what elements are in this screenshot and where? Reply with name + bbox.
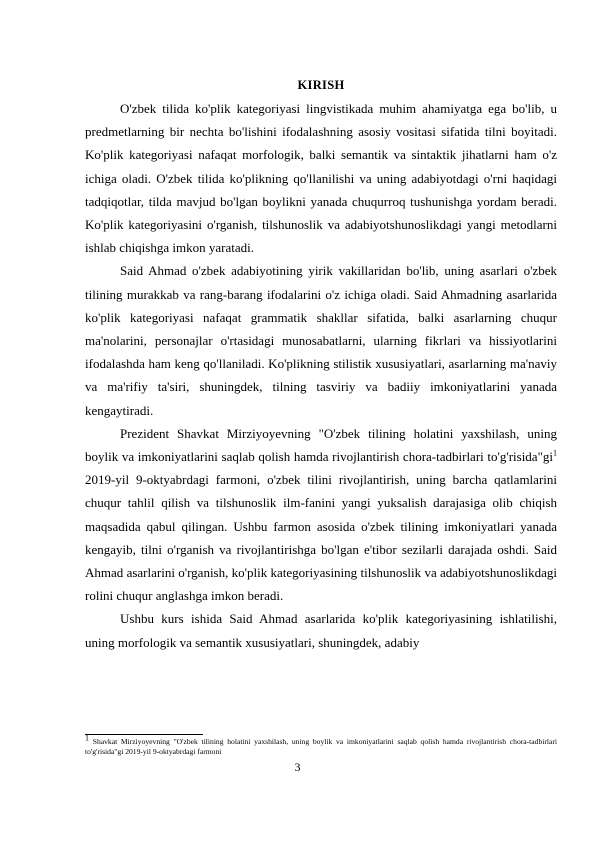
page-body [85,70,557,654]
footnote-divider [85,734,203,735]
paragraph-1: O'zbek tilida ko'plik kategoriyasi lingvistikada muhim ahamiyatga ega bo'lib, u predmetlarning bir nechta bo'lishini ifodalashning asosiy vositasi sifatida tilni boyitadi. Ko'plik kategoriyasi nafaqat morfologik, balki semantik va sintaktik jihatlarni ham o'z ichiga oladi. O'zbek tilida ko'plikning qo'llanilishi va uning adabiyotdagi o'rni haqidagi tadqiqotlar, tilda mavjud bo'lgan boylikni yanada chuqurroq tushunishga yordam beradi. Ko'plik kategoriyasini o'rganish, tilshunoslik va adabiyotshunoslikdagi yangi metodlarni ishlab chiqishga imkon yaratadi. [85,101,557,256]
paragraph-3-text-b: 2019-yil 9-oktyabrdagi farmoni, o'zbek tilini rivojlantirish, uning barcha qatlamlarini chuqur tahlil qilish va tilshunoslik ilm-fanini yangi yuksalish darajasiga olib chiqish maqsadida qabul qilingan. Ushbu farmon asosida o'zbek tilining imkoniyatlari yanada kengayib, tilni o'rganish va rivojlantirishga bo'lgan e'tibor sezilarli darajada oshdi. Said Ahmad asarlarini o'rganish, ko'plik kategoriyasining tilshunoslik va adabiyotshunoslikdagi rolini chuqur anglashga imkon beradi. [85,472,557,604]
paragraph-3-text-a: Prezident Shavkat Mirziyoyevning "O'zbek tilining holatini yaxshilash, uning boylik va imkoniyatlarini saqlab qolish hamda rivojlantirish chora-tadbirlari to'g'risida"gi [85,425,557,465]
footnote-text: Shavkat Mirziyoyevning "O'zbek tilining holatini yaxshilash, uning boylik va imkoniyatlarini saqlab qolish hamda rivojlantirish chora-tadbirlari to'g'risida"gi 2019-yil 9-oktyabrdagi farmoni [85,737,557,757]
page-number: 3 [294,760,301,774]
page-title: KIRISH [297,78,345,92]
footnote [85,733,557,758]
footnote-marker: 1 [85,733,89,743]
paragraph-3 [85,422,557,608]
footnote-reference: 1 [553,448,557,458]
paragraph-4: Ushbu kurs ishida Said Ahmad asarlarida ko'plik kategoriyasining ishlatilishi, uning morfologik va semantik xususiyatlari, shuningdek, adabiy [85,611,557,650]
paragraph-2: Said Ahmad o'zbek adabiyotining yirik vakillaridan bo'lib, uning asarlari o'zbek tilining murakkab va rang-barang ifodalarini o'z ichiga oladi. Said Ahmadning asarlarida ko'plik kategoriyasi nafaqat grammatik shakllar sifatida, balki asarlarning chuqur ma'nolarini, personajlar o'rtasidagi munosabatlarni, ularning fikrlari va hissiyotlarini ifodalashda ham keng qo'llaniladi. Ko'plikning stilistik xususiyatlari, asarlarning ma'naviy va ma'rifiy ta'siri, shuningdek, tilning tasviriy va badiiy imkoniyatlarini yanada kengaytiradi. [85,263,557,418]
